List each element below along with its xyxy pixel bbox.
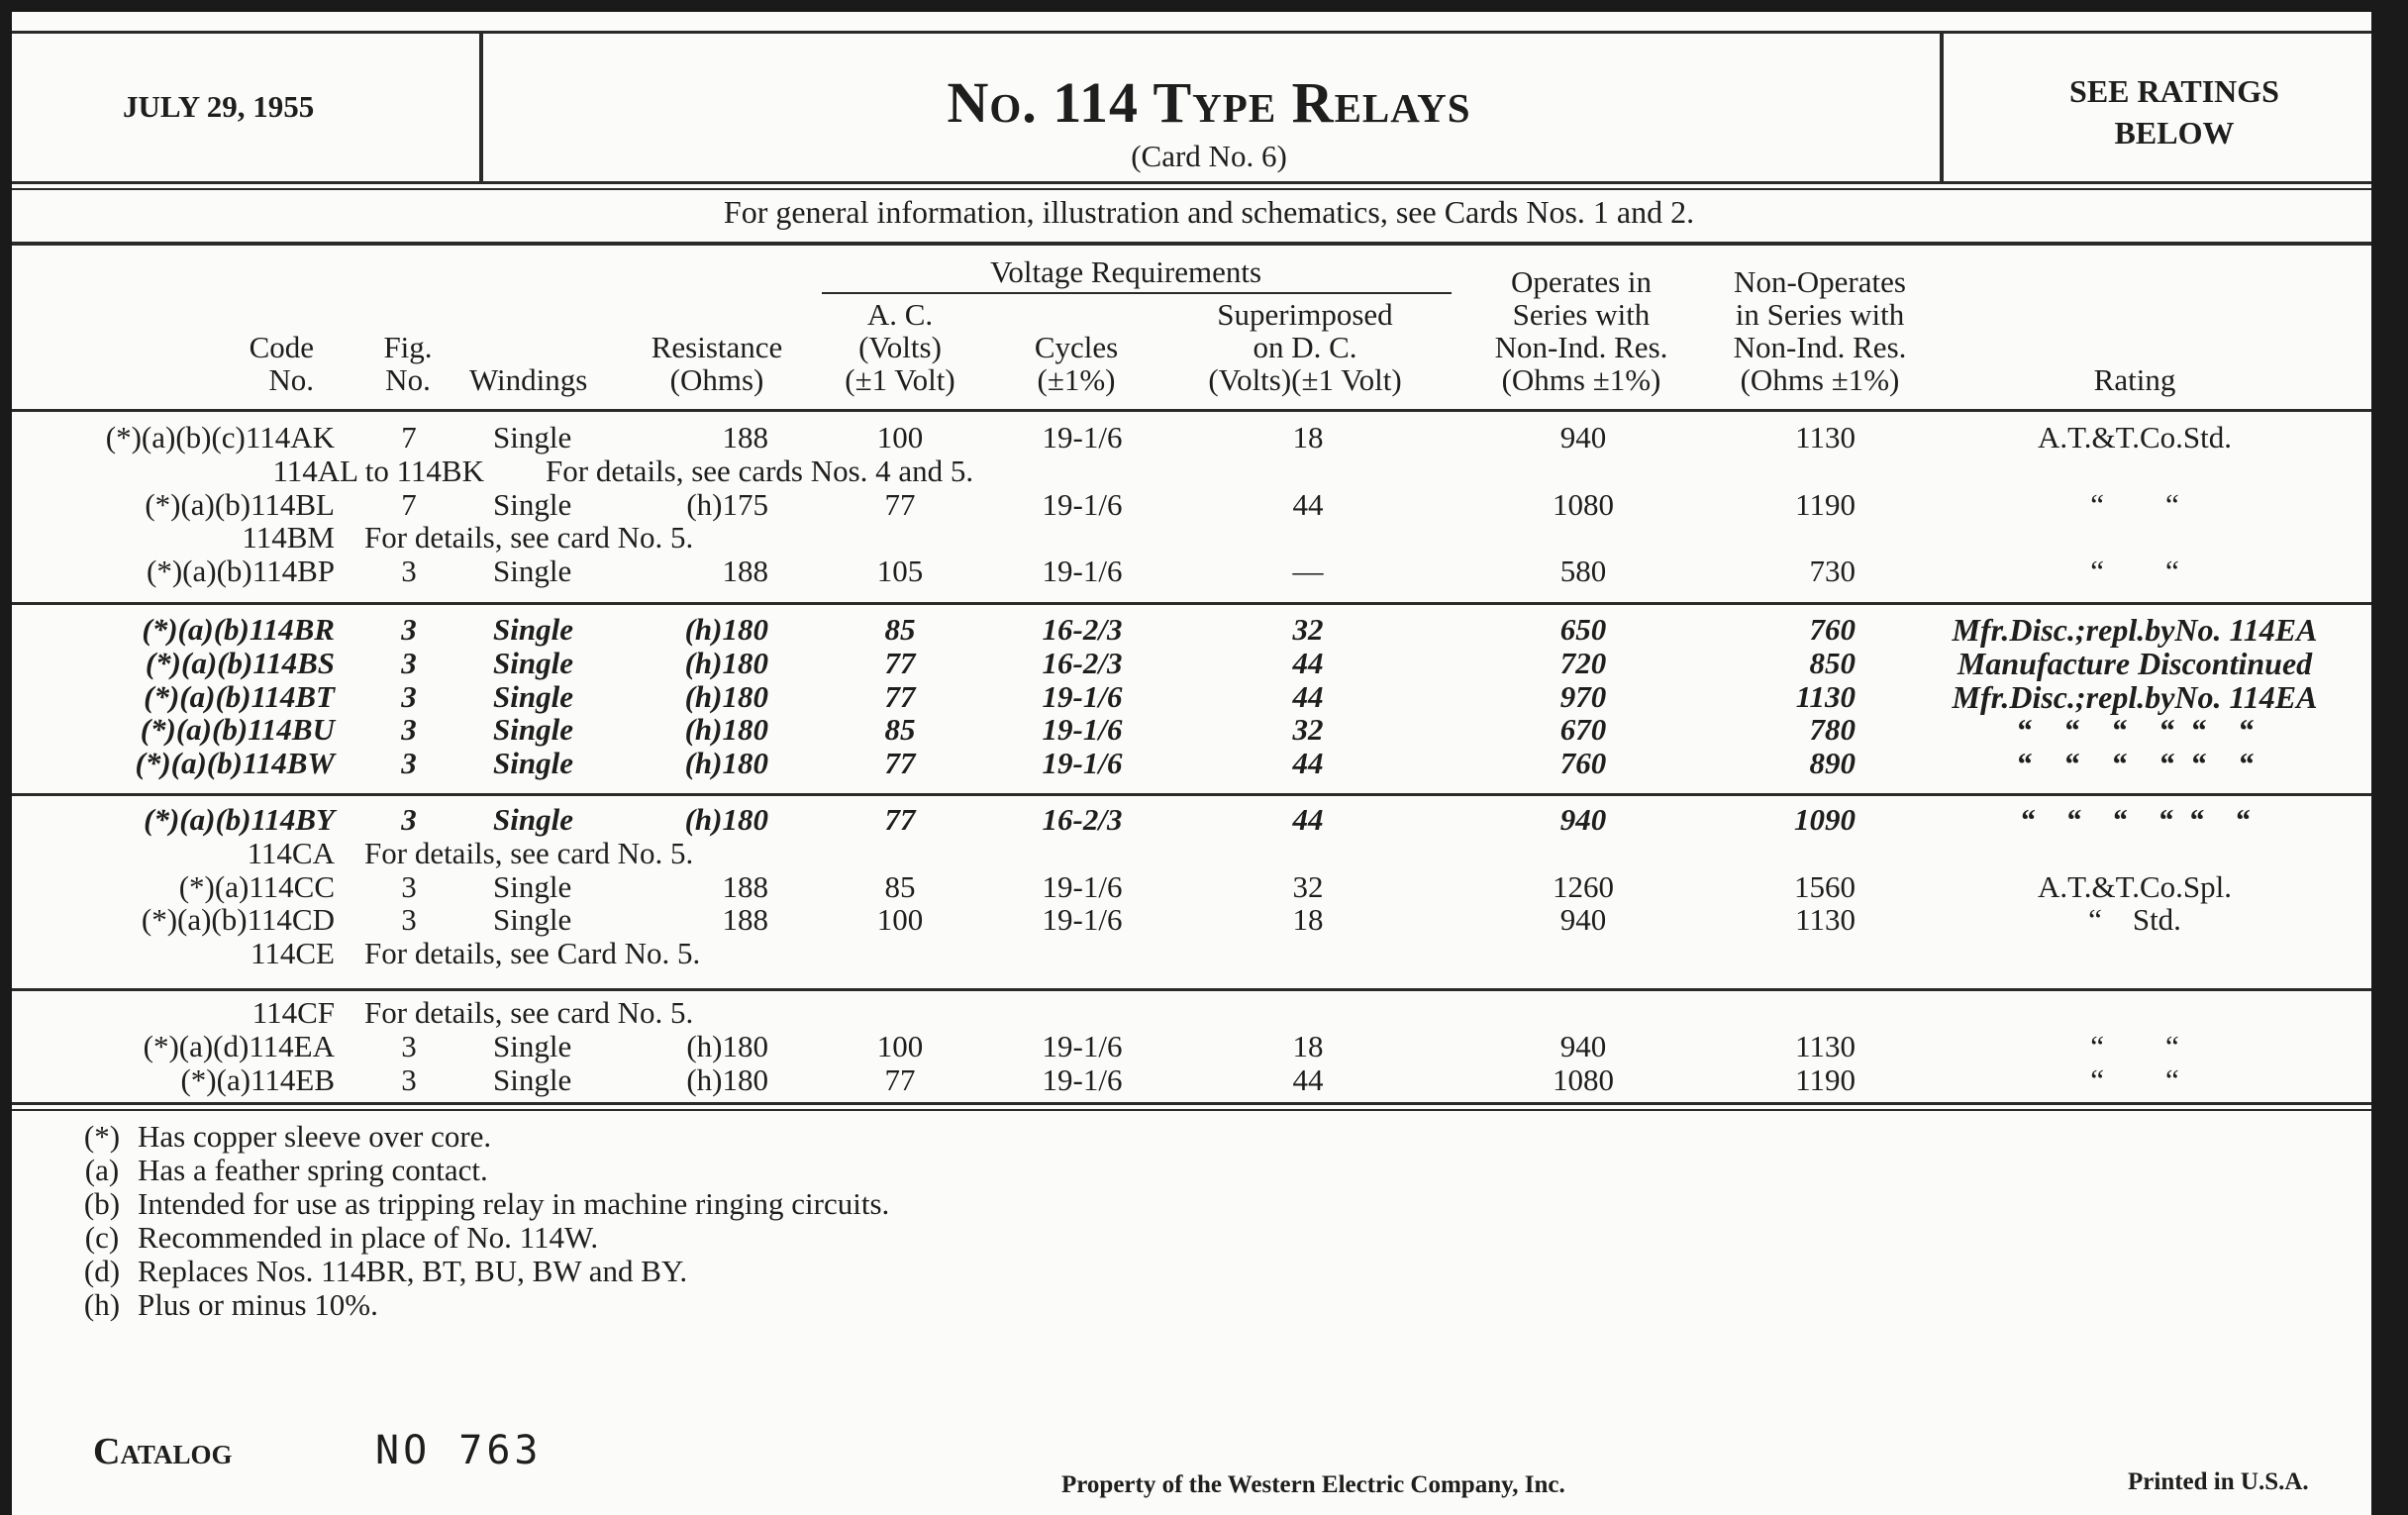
code-cell: (*)(a)114CC: [178, 868, 335, 904]
col-fig: Fig. No.: [383, 330, 433, 397]
divider: [12, 188, 2371, 190]
card-date: JULY 29, 1955: [123, 89, 315, 124]
nonoperates-cell: 730: [1809, 554, 1856, 589]
rating-cell: Mfr.Disc.;repl.byNo. 114EA: [1952, 612, 2318, 648]
ac-cell: 77: [884, 1061, 916, 1097]
divider: [12, 409, 2371, 412]
footnote-mark: (*): [83, 1119, 121, 1154]
nonoperates-cell: 850: [1809, 645, 1856, 680]
operates-cell: 1080: [1553, 1061, 1614, 1097]
cycles-cell: 19-1/6: [1042, 1061, 1123, 1097]
code-cell: 114CF: [251, 995, 335, 1030]
code-cell: 114CE: [251, 936, 335, 971]
ac-cell: 77: [884, 746, 916, 781]
nonoperates-cell: 1560: [1794, 868, 1856, 904]
code-cell: 114CA: [247, 835, 335, 870]
cycles-cell: 16-2/3: [1042, 612, 1123, 647]
fig-cell: 3: [401, 645, 417, 680]
operates-cell: 940: [1559, 802, 1607, 837]
col-ac: A. C. (Volts) (±1 Volt): [845, 297, 955, 397]
resistance-cell: 188: [722, 554, 768, 589]
resistance-cell: 188: [722, 420, 768, 454]
rating-cell: “ “: [2090, 486, 2179, 522]
cycles-cell: 19-1/6: [1042, 486, 1123, 522]
ac-cell: 100: [876, 1028, 924, 1063]
code-cell: (*)(a)(b)114BR: [142, 612, 335, 647]
cycles-cell: 16-2/3: [1042, 802, 1123, 837]
code-cell: (*)(a)(b)114BU: [140, 712, 335, 748]
rating-cell: “ “: [2090, 1061, 2179, 1097]
dc-cell: 44: [1292, 1061, 1324, 1097]
col-resistance: Resistance (Ohms): [651, 330, 783, 397]
nonoperates-cell: 1130: [1795, 1028, 1856, 1063]
card-number: (Card No. 6): [1131, 139, 1287, 173]
details-note: For details, see Card No. 5.: [364, 936, 701, 971]
footnote-text: Has copper sleeve over core.: [138, 1119, 492, 1154]
resistance-cell: 188: [722, 868, 768, 904]
page-title: No. 114 Type Relays: [947, 70, 1471, 135]
resistance-cell: (h)180: [684, 746, 768, 781]
code-cell: 114BM: [242, 520, 335, 556]
footnote: [66, 1254, 687, 1289]
divider: [12, 602, 2371, 605]
col-nonoperates: Non-Operates in Series with Non-Ind. Res. (Ohms ±1%): [1733, 264, 1907, 397]
divider: [12, 242, 2371, 246]
divider: [12, 181, 2371, 184]
ratings-note-1: SEE RATINGS: [2069, 73, 2279, 109]
windings-cell: Single: [493, 645, 573, 680]
dc-cell: 44: [1292, 746, 1324, 781]
fig-cell: 7: [401, 486, 417, 522]
fig-cell: 7: [401, 420, 417, 454]
resistance-cell: 188: [722, 902, 768, 938]
divider: [12, 1102, 2371, 1105]
footnote-mark: (d): [83, 1254, 121, 1288]
resistance-cell: (h)175: [686, 486, 768, 522]
dc-cell: 18: [1292, 902, 1324, 938]
rating-cell: Manufacture Discontinued: [1956, 645, 2313, 681]
nonoperates-cell: 890: [1809, 746, 1856, 781]
nonoperates-cell: 1130: [1795, 902, 1856, 938]
ac-cell: 77: [884, 486, 916, 522]
footnote-text: Intended for use as tripping relay in machine ringing circuits.: [138, 1186, 890, 1221]
operates-cell: 1260: [1553, 868, 1614, 904]
ac-cell: 85: [884, 612, 916, 647]
dc-cell: —: [1292, 554, 1324, 589]
rating-cell: A.T.&T.Co.Spl.: [2037, 868, 2233, 904]
footnote: [66, 1287, 378, 1323]
operates-cell: 580: [1559, 554, 1607, 589]
operates-cell: 940: [1559, 420, 1607, 454]
col-superimposed: Superimposed on D. C. (Volts)(±1 Volt): [1208, 297, 1402, 397]
nonoperates-cell: 1190: [1795, 486, 1856, 522]
col-code: Code No.: [249, 330, 314, 397]
divider: [12, 988, 2371, 991]
footnote: [66, 1186, 889, 1222]
operates-cell: 670: [1559, 712, 1607, 748]
col-rating: Rating: [2093, 362, 2176, 397]
code-cell: (*)(a)(d)114EA: [143, 1028, 335, 1063]
rating-cell: A.T.&T.Co.Std.: [2037, 420, 2233, 454]
cycles-cell: 19-1/6: [1042, 420, 1123, 454]
divider: [1940, 34, 1944, 184]
dc-cell: 44: [1292, 802, 1324, 837]
catalog-label: Catalog: [93, 1431, 233, 1472]
fig-cell: 3: [401, 612, 417, 647]
ac-cell: 105: [876, 554, 924, 589]
windings-cell: Single: [493, 1061, 572, 1097]
operates-cell: 720: [1559, 645, 1607, 680]
col-cycles: Cycles (±1%): [1034, 330, 1119, 397]
dc-cell: 44: [1292, 645, 1324, 680]
operates-cell: 650: [1559, 612, 1607, 647]
relay-spec-card: [12, 12, 2371, 1515]
dc-cell: 44: [1292, 486, 1324, 522]
nonoperates-cell: 1090: [1794, 802, 1856, 837]
footnote-mark: (a): [84, 1153, 120, 1187]
windings-cell: Single: [493, 612, 573, 647]
footnote-text: Recommended in place of No. 114W.: [138, 1220, 599, 1255]
details-note: For details, see card No. 5.: [364, 520, 694, 556]
code-cell: (*)(a)(b)114BP: [147, 554, 335, 589]
cycles-cell: 19-1/6: [1042, 678, 1123, 714]
windings-cell: Single: [493, 678, 573, 714]
ac-cell: 100: [876, 902, 924, 938]
windings-cell: Single: [493, 802, 573, 837]
details-note: For details, see card No. 5.: [364, 995, 694, 1030]
voltage-requirements-header: Voltage Requirements: [989, 254, 1262, 289]
col-windings: Windings: [469, 362, 588, 397]
code-cell: (*)(a)(b)114BS: [145, 645, 335, 680]
footnote-mark: (c): [84, 1220, 120, 1255]
ac-cell: 85: [884, 712, 916, 748]
code-cell: (*)(a)(b)114BY: [144, 802, 335, 837]
operates-cell: 940: [1559, 1028, 1607, 1063]
fig-cell: 3: [401, 712, 417, 748]
dc-cell: 32: [1292, 612, 1324, 647]
divider: [12, 793, 2371, 796]
ac-cell: 77: [884, 678, 916, 714]
ratings-note-2: BELOW: [2114, 115, 2235, 151]
ac-cell: 100: [876, 420, 924, 454]
cycles-cell: 19-1/6: [1042, 868, 1123, 904]
footnote: [66, 1119, 491, 1155]
code-cell: (*)(a)(b)114CD: [141, 902, 335, 938]
cycles-cell: 19-1/6: [1042, 746, 1123, 781]
code-cell: (*)(a)(b)114BL: [145, 486, 335, 522]
cycles-cell: 19-1/6: [1042, 554, 1123, 589]
rating-cell: “ Std.: [2088, 902, 2181, 938]
cycles-cell: 19-1/6: [1042, 712, 1123, 748]
windings-cell: Single: [493, 746, 573, 781]
dc-cell: 32: [1292, 868, 1324, 904]
details-note: For details, see card No. 5.: [364, 835, 694, 870]
dc-cell: 18: [1292, 1028, 1324, 1063]
resistance-cell: (h)180: [686, 1061, 768, 1097]
resistance-cell: (h)180: [686, 1028, 768, 1063]
rating-cell: “ “ “ “ “ “: [2016, 746, 2254, 782]
resistance-cell: (h)180: [684, 612, 768, 647]
rating-cell: “ “: [2090, 1028, 2179, 1063]
dc-cell: 44: [1292, 678, 1324, 714]
resistance-cell: (h)180: [684, 802, 768, 837]
divider: [12, 1109, 2371, 1111]
operates-cell: 940: [1559, 902, 1607, 938]
code-cell: (*)(a)(b)114BW: [135, 746, 335, 781]
cycles-cell: 16-2/3: [1042, 645, 1123, 680]
fig-cell: 3: [401, 554, 417, 589]
resistance-cell: (h)180: [684, 678, 768, 714]
footnote-text: Has a feather spring contact.: [138, 1153, 488, 1187]
code-cell: (*)(a)(b)114BT: [144, 678, 335, 714]
rating-cell: Mfr.Disc.;repl.byNo. 114EA: [1952, 678, 2318, 715]
ac-cell: 77: [884, 645, 916, 680]
printed-notice: Printed in U.S.A.: [2128, 1468, 2309, 1495]
details-note: For details, see cards Nos. 4 and 5.: [546, 453, 974, 488]
operates-cell: 760: [1559, 746, 1607, 781]
footnote-text: Replaces Nos. 114BR, BT, BU, BW and BY.: [138, 1254, 688, 1288]
nonoperates-cell: 760: [1809, 612, 1856, 647]
code-cell: 114AL to 114BK: [272, 453, 484, 488]
fig-cell: 3: [401, 678, 417, 714]
nonoperates-cell: 1130: [1795, 678, 1856, 714]
resistance-cell: (h)180: [684, 645, 768, 680]
nonoperates-cell: 780: [1809, 712, 1856, 748]
rating-cell: “ “: [2090, 554, 2179, 589]
divider: [822, 292, 1452, 294]
footnote: [66, 1153, 488, 1188]
fig-cell: 3: [401, 868, 417, 904]
operates-cell: 970: [1559, 678, 1607, 714]
operates-cell: 1080: [1553, 486, 1614, 522]
rating-cell: “ “ “ “ “ “: [2019, 802, 2251, 837]
fig-cell: 3: [401, 746, 417, 781]
windings-cell: Single: [493, 868, 572, 904]
cycles-cell: 19-1/6: [1042, 1028, 1123, 1063]
windings-cell: Single: [493, 712, 573, 748]
dc-cell: 32: [1292, 712, 1324, 748]
resistance-cell: (h)180: [684, 712, 768, 748]
fig-cell: 3: [401, 802, 417, 837]
nonoperates-cell: 1130: [1795, 420, 1856, 454]
fig-cell: 3: [401, 902, 417, 938]
footnote-text: Plus or minus 10%.: [138, 1287, 378, 1322]
divider: [12, 31, 2371, 34]
col-operates: Operates in Series with Non-Ind. Res. (Ohms ±1%): [1494, 264, 1668, 397]
nonoperates-cell: 1190: [1795, 1061, 1856, 1097]
cycles-cell: 19-1/6: [1042, 902, 1123, 938]
fig-cell: 3: [401, 1061, 417, 1097]
footnote-mark: (b): [83, 1186, 121, 1221]
property-notice: Property of the Western Electric Company, Inc.: [1061, 1471, 1565, 1498]
ac-cell: 85: [884, 868, 916, 904]
ac-cell: 77: [884, 802, 916, 837]
footnote-mark: (h): [83, 1287, 121, 1322]
windings-cell: Single: [493, 554, 572, 589]
windings-cell: Single: [493, 486, 572, 522]
footnote: [66, 1220, 598, 1256]
windings-cell: Single: [493, 902, 572, 938]
rating-cell: “ “ “ “ “ “: [2016, 712, 2254, 749]
code-cell: (*)(a)114EB: [180, 1061, 335, 1097]
windings-cell: Single: [493, 1028, 572, 1063]
dc-cell: 18: [1292, 420, 1324, 454]
catalog-number: NO 763: [375, 1428, 543, 1473]
general-info: For general information, illustration and schematics, see Cards Nos. 1 and 2.: [723, 194, 1695, 230]
code-cell: (*)(a)(b)(c)114AK: [105, 420, 335, 454]
fig-cell: 3: [401, 1028, 417, 1063]
divider: [479, 34, 483, 184]
windings-cell: Single: [493, 420, 572, 454]
